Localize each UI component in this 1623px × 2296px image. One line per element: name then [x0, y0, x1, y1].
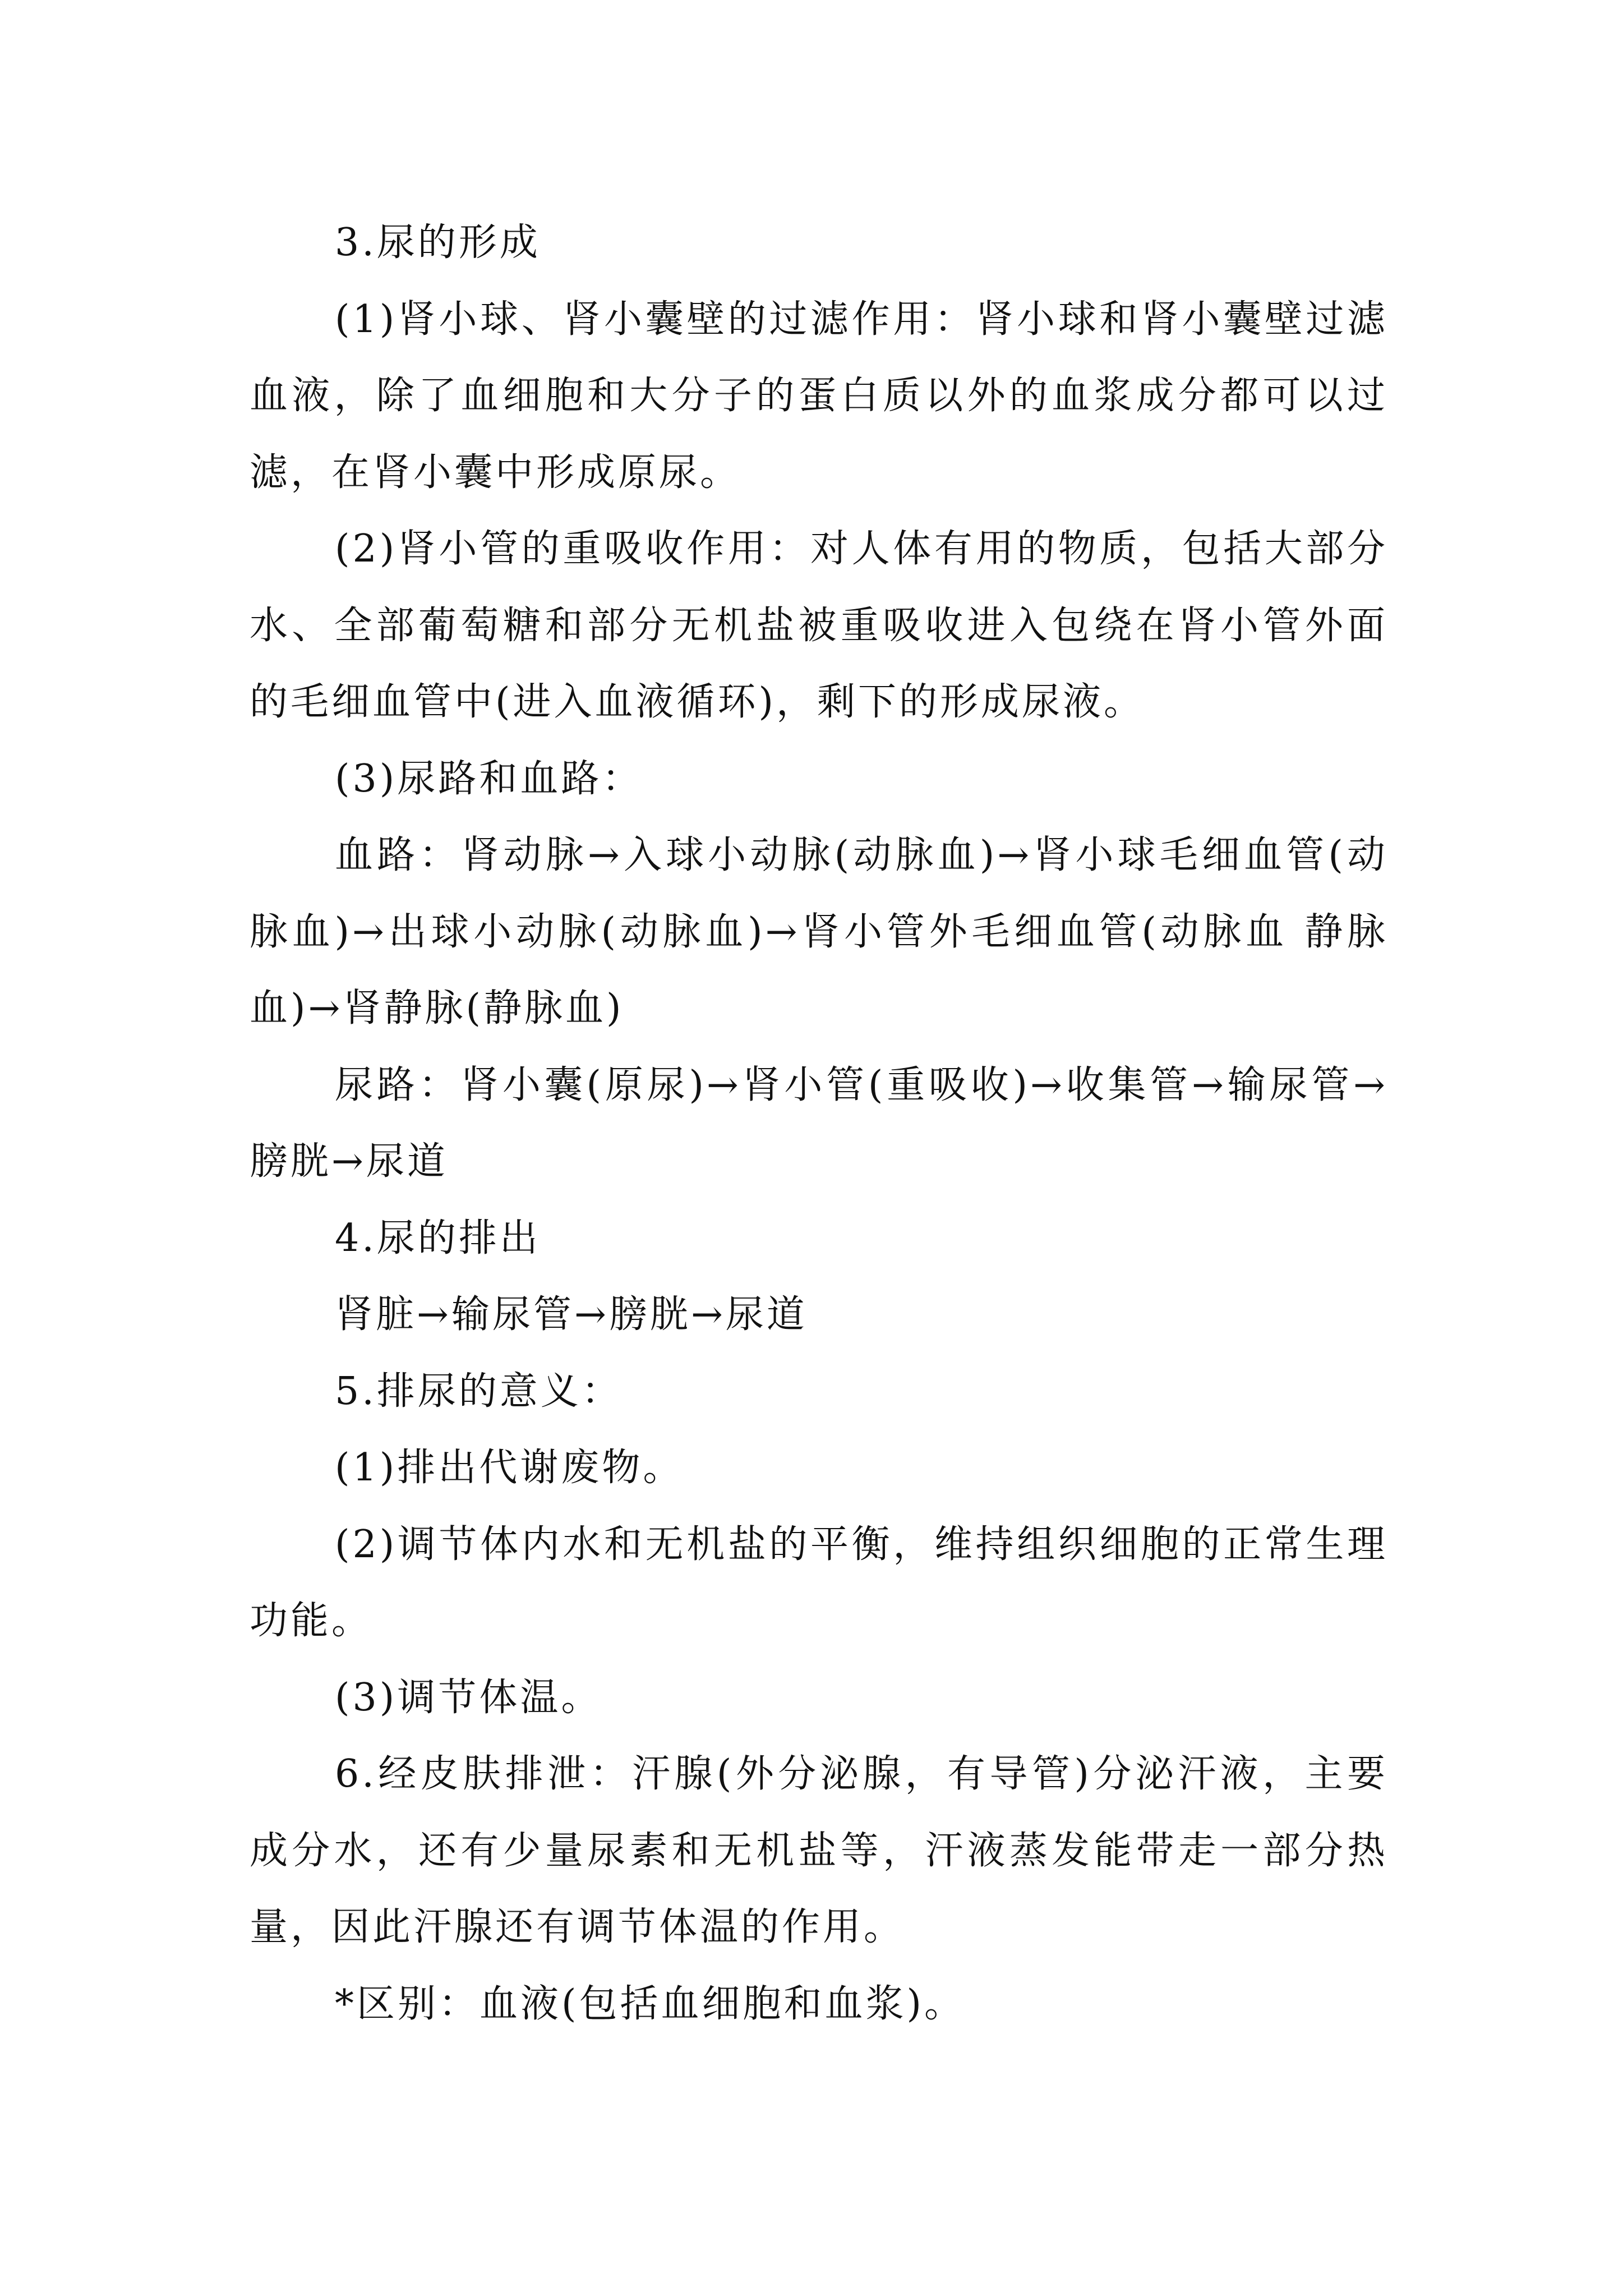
paragraph-glomerular-filtration: (1)肾小球、肾小囊壁的过滤作用：肾小球和肾小囊壁过滤血液，除了血细胞和大分子的蛋白质以外的血浆成分都可以过滤，在肾小囊中形成原尿。: [250, 297, 1388, 495]
paragraph-skin-excretion: 6.经皮肤排泄：汗腺(外分泌腺，有导管)分泌汗液，主要成分水，还有少量尿素和无机盐等，汗液蒸发能带走一部分热量，因此汗腺还有调节体温的作用。: [250, 1752, 1388, 1949]
paragraph-distinction-note: *区别：血液(包括血细胞和血浆)。: [335, 1981, 966, 2026]
paragraph-tubular-reabsorption: (2)肾小管的重吸收作用：对人体有用的物质，包括大部分水、全部葡萄糖和部分无机盐被重吸收进入包绕在肾小管外面的毛细血管中(进入血液循环)，剩下的形成尿液。: [250, 527, 1388, 724]
section-heading-urine-formation: 3.尿的形成: [335, 220, 541, 265]
paragraph-urine-path: 尿路：肾小囊(原尿)→肾小管(重吸收)→收集管→输尿管→膀胱→尿道: [250, 1062, 1388, 1184]
section-heading-urination-significance: 5.排尿的意义：: [335, 1369, 623, 1414]
paragraph-significance-1: (1)排出代谢废物。: [335, 1446, 684, 1490]
paragraph-significance-2: (2)调节体内水和无机盐的平衡，维持组织细胞的正常生理功能。: [250, 1522, 1388, 1643]
paragraph-excretion-route: 肾脏→输尿管→膀胱→尿道: [335, 1292, 808, 1337]
paragraph-blood-path: 血路：肾动脉→入球小动脉(动脉血)→肾小球毛细血管(动脉血)→出球小动脉(动脉血)→肾小管外毛细血管(动脉血 静脉血)→肾静脉(静脉血): [250, 833, 1388, 1030]
paragraph-significance-3: (3)调节体温。: [335, 1675, 602, 1720]
document-body: [250, 205, 1388, 2042]
paragraph-urine-and-blood-paths: (3)尿路和血路：: [335, 756, 643, 801]
section-heading-urine-excretion: 4.尿的排出: [335, 1216, 541, 1260]
